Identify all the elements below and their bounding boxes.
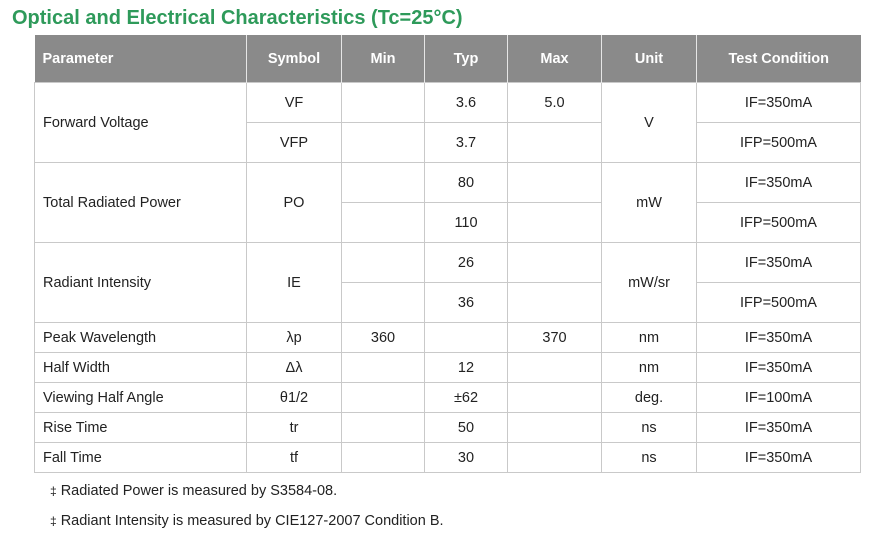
symbol-cell: θ1/2 [247,383,342,413]
condition-cell: IFP=500mA [697,123,861,163]
typ-cell: 3.6 [425,83,508,123]
condition-cell: IF=350mA [697,413,861,443]
header-test-condition: Test Condition [697,35,861,83]
param-cell: Rise Time [35,413,247,443]
typ-cell: 3.7 [425,123,508,163]
table-row [35,383,861,413]
max-cell [508,443,602,473]
header-max: Max [508,35,602,83]
table-row [35,443,861,473]
table-row [35,163,861,203]
characteristics-table [34,35,861,473]
condition-cell: IFP=500mA [697,203,861,243]
page-title: Optical and Electrical Characteristics (Tc=25°C) [12,7,463,29]
symbol-cell: Δλ [247,353,342,383]
condition-cell: IF=350mA [697,353,861,383]
footnote-radiated-power [50,483,337,499]
typ-cell: 110 [425,203,508,243]
symbol-cell: VFP [247,123,342,163]
typ-cell: 12 [425,353,508,383]
unit-cell: deg. [602,383,697,413]
max-cell: 5.0 [508,83,602,123]
table-row [35,243,861,283]
unit-cell: V [602,83,697,163]
unit-cell: mW/sr [602,243,697,323]
unit-cell: ns [602,413,697,443]
max-cell [508,283,602,323]
param-cell: Peak Wavelength [35,323,247,353]
table-row [35,323,861,353]
min-cell [342,123,425,163]
table-row [35,83,861,123]
unit-cell: nm [602,353,697,383]
min-cell [342,83,425,123]
footnote-text: Radiant Intensity is measured by CIE127-2007 Condition B. [60,513,444,529]
header-parameter: Parameter [35,35,247,83]
min-cell [342,203,425,243]
min-cell [342,413,425,443]
max-cell [508,383,602,413]
min-cell [342,163,425,203]
condition-cell: IFP=500mA [697,283,861,323]
condition-cell: IF=350mA [697,83,861,123]
unit-cell: ns [602,443,697,473]
typ-cell: ±62 [425,383,508,413]
footnote-marker: ‡ [50,514,57,528]
table-header-row [35,35,861,83]
param-cell: Radiant Intensity [35,243,247,323]
param-cell: Fall Time [35,443,247,473]
footnote-radiant-intensity [50,513,444,529]
typ-cell: 26 [425,243,508,283]
footnote-marker: ‡ [50,484,57,498]
condition-cell: IF=350mA [697,243,861,283]
param-cell: Viewing Half Angle [35,383,247,413]
typ-cell: 30 [425,443,508,473]
typ-cell: 36 [425,283,508,323]
min-cell [342,353,425,383]
max-cell [508,123,602,163]
min-cell [342,283,425,323]
max-cell [508,413,602,443]
min-cell: 360 [342,323,425,353]
symbol-cell: λp [247,323,342,353]
max-cell [508,203,602,243]
header-unit: Unit [602,35,697,83]
typ-cell: 80 [425,163,508,203]
typ-cell: 50 [425,413,508,443]
condition-cell: IF=350mA [697,443,861,473]
symbol-cell: PO [247,163,342,243]
max-cell [508,353,602,383]
header-typ: Typ [425,35,508,83]
max-cell [508,163,602,203]
max-cell: 370 [508,323,602,353]
header-min: Min [342,35,425,83]
symbol-cell: VF [247,83,342,123]
symbol-cell: IE [247,243,342,323]
footnote-text: Radiated Power is measured by S3584-08. [60,483,338,499]
header-symbol: Symbol [247,35,342,83]
unit-cell: nm [602,323,697,353]
condition-cell: IF=350mA [697,323,861,353]
min-cell [342,243,425,283]
typ-cell [425,323,508,353]
min-cell [342,443,425,473]
symbol-cell: tr [247,413,342,443]
max-cell [508,243,602,283]
condition-cell: IF=350mA [697,163,861,203]
table-row [35,353,861,383]
condition-cell: IF=100mA [697,383,861,413]
min-cell [342,383,425,413]
unit-cell: mW [602,163,697,243]
table-row [35,413,861,443]
param-cell: Forward Voltage [35,83,247,163]
symbol-cell: tf [247,443,342,473]
param-cell: Half Width [35,353,247,383]
param-cell: Total Radiated Power [35,163,247,243]
